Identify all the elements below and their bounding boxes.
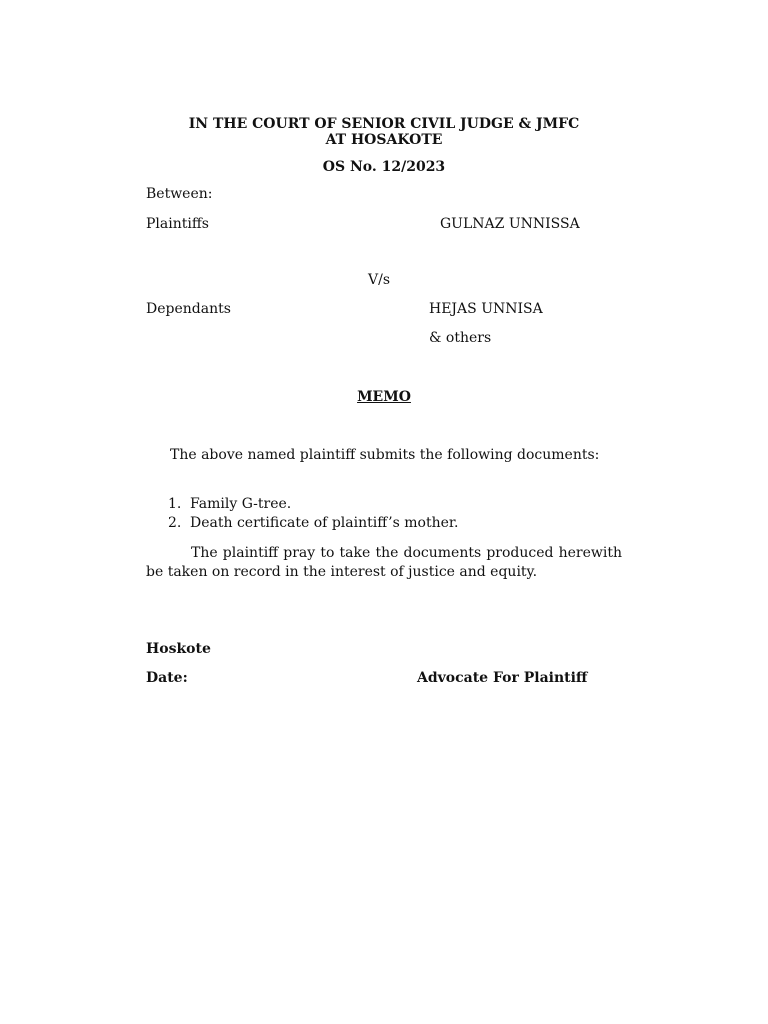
document-list-number: 2. [168,515,182,531]
memo-title: MEMO [357,389,411,405]
document-list-text: Death certificate of plaintiff’s mother. [190,515,459,531]
defendant-label: Dependants [146,301,231,317]
memo-intro-paragraph: The above named plaintiff submits the following documents: [170,447,600,463]
signatory-label: Advocate For Plaintiff [417,670,588,686]
versus-label: V/s [368,272,391,288]
document-list-text: Family G-tree. [190,496,292,512]
document-list-item [168,495,291,513]
case-number: OS No. 12/2023 [322,159,446,175]
court-location: AT HOSAKOTE [325,132,443,148]
prayer-paragraph: The plaintiff pray to take the documents produced herewith be taken on record in the interest of justice and equity. [146,545,622,580]
plaintiff-label: Plaintiffs [146,216,209,232]
document-list-item [168,514,459,532]
defendant-others: & others [429,330,492,346]
plaintiff-name: GULNAZ UNNISSA [440,216,580,232]
place-label: Hoskote [146,641,211,657]
date-label: Date: [146,670,188,686]
document-list-number: 1. [168,496,182,512]
between-label: Between: [146,186,213,202]
defendant-name: HEJAS UNNISA [429,301,543,317]
court-title: IN THE COURT OF SENIOR CIVIL JUDGE & JMFC [188,116,580,132]
